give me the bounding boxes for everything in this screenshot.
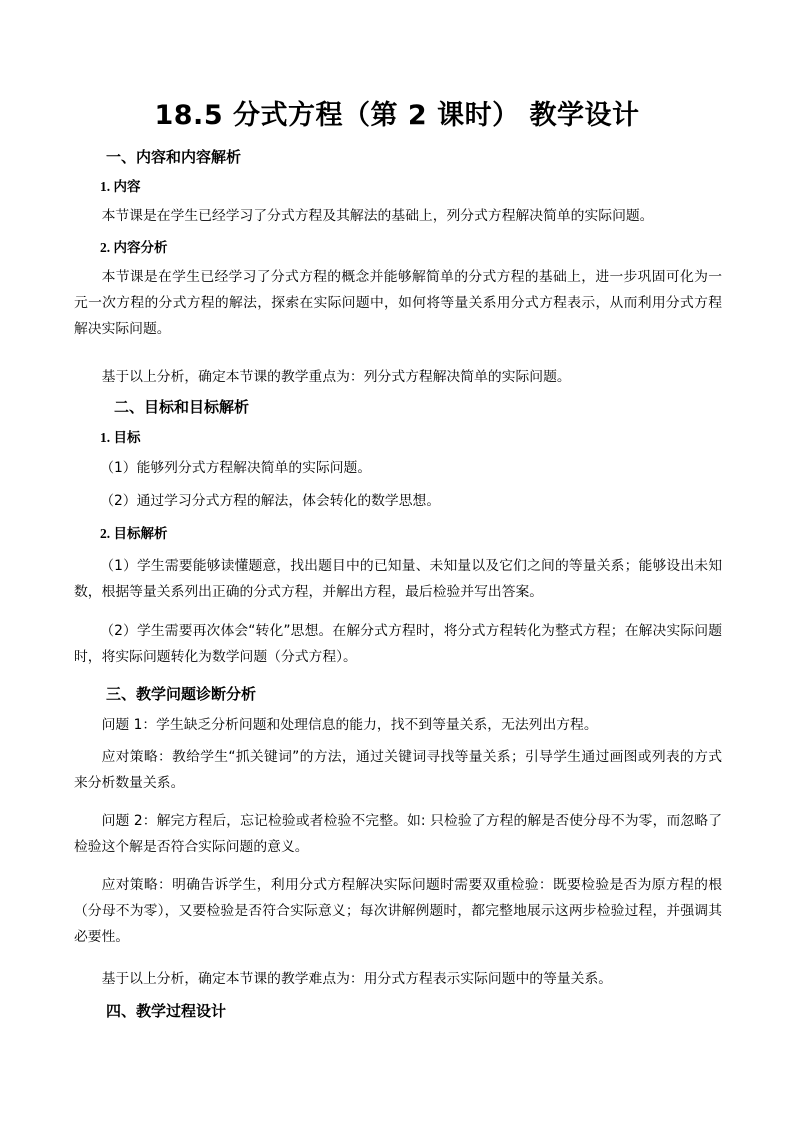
section-heading-goals: 二、目标和目标解析 bbox=[114, 398, 250, 416]
paragraph-strategy-2: 应对策略：明确告诉学生，利用分式方程解决实际问题时需要双重检验：既要检验是否为原方程的根（分母不为零），又要检验是否符合实际意义；每次讲解例题时，都完整地展示这两步检验过程，并强调其必要性。 bbox=[74, 877, 722, 945]
document-title: 18.5 分式方程（第 2 课时） 教学设计 bbox=[154, 100, 640, 131]
paragraph-goal-2: （2）通过学习分式方程的解法，体会转化的数学思想。 bbox=[100, 493, 441, 509]
paragraph-goal-analysis-2: （2）学生需要再次体会“转化”思想。在解分式方程时，将分式方程转化为整式方程；在解决实际问题时，将实际问题转化为数学问题（分式方程）。 bbox=[74, 623, 722, 665]
section-heading-diagnosis: 三、教学问题诊断分析 bbox=[106, 685, 257, 703]
paragraph-difficulty: 基于以上分析，确定本节课的教学难点为：用分式方程表示实际问题中的等量关系。 bbox=[101, 971, 613, 987]
subheading-content: 1. 内容 bbox=[100, 179, 141, 194]
paragraph-key-point: 基于以上分析，确定本节课的教学重点为：列分式方程解决简单的实际问题。 bbox=[101, 369, 571, 385]
paragraph-goal-1: （1）能够列分式方程解决简单的实际问题。 bbox=[100, 460, 372, 476]
subheading-content-analysis: 2. 内容分析 bbox=[100, 240, 168, 255]
subheading-goal-analysis: 2. 目标解析 bbox=[100, 526, 168, 541]
paragraph-content-analysis: 本节课是在学生已经学习了分式方程的概念并能够解简单的分式方程的基础上，进一步巩固可化为一元一次方程的分式方程的解法，探索在实际问题中，如何将等量关系用分式方程表示，从而利用分式方程解决实际问题。 bbox=[74, 269, 722, 337]
section-heading-process: 四、教学过程设计 bbox=[106, 1002, 227, 1020]
paragraph-strategy-1: 应对策略：教给学生“抓关键词”的方法，通过关键词寻找等量关系；引导学生通过画图或列表的方式来分析数量关系。 bbox=[74, 749, 722, 791]
paragraph-problem-2: 问题 2：解完方程后，忘记检验或者检验不完整。如: 只检验了方程的解是否使分母不为零，而忽略了检验这个解是否符合实际问题的意义。 bbox=[74, 813, 722, 855]
subheading-goals: 1. 目标 bbox=[100, 430, 141, 445]
paragraph-goal-analysis-1: （1）学生需要能够读懂题意，找出题目中的已知量、未知量以及它们之间的等量关系；能够设出未知数，根据等量关系列出正确的分式方程，并解出方程，最后检验并写出答案。 bbox=[74, 558, 722, 600]
paragraph-problem-1: 问题 1：学生缺乏分析问题和处理信息的能力，找不到等量关系，无法列出方程。 bbox=[101, 717, 598, 733]
section-heading-content: 一、内容和内容解析 bbox=[106, 148, 242, 166]
paragraph-content: 本节课是在学生已经学习了分式方程及其解法的基础上，列分式方程解决简单的实际问题。 bbox=[101, 208, 654, 224]
